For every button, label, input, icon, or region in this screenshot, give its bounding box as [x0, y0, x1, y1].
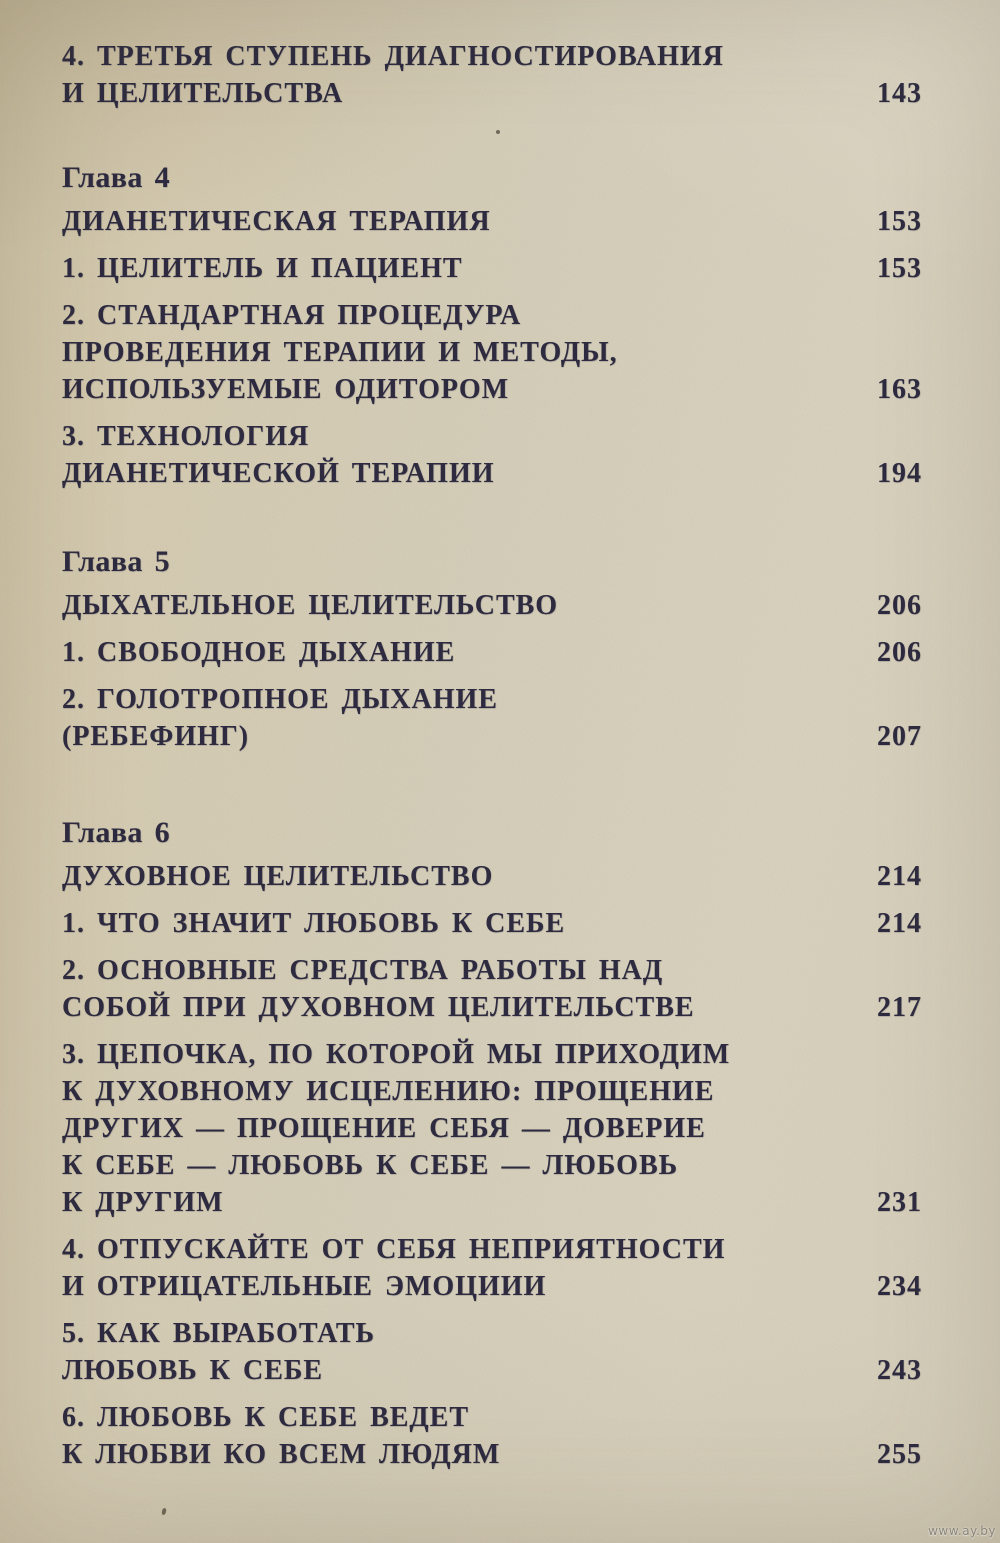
page-number: 206 [877, 637, 922, 668]
toc-line: ДРУГИХ — ПРОЩЕНИЕ СЕБЯ — ДОВЕРИЕ [62, 1113, 706, 1144]
entry-lines [62, 203, 822, 240]
toc-line: 5. КАК ВЫРАБОТАТЬ [62, 1318, 376, 1349]
entry-lines [62, 905, 822, 942]
toc-entry [62, 905, 922, 942]
toc-line: 1. ЦЕЛИТЕЛЬ И ПАЦИЕНТ [62, 253, 463, 284]
toc-line: К ДРУГИМ [62, 1187, 224, 1218]
toc-entry [62, 297, 922, 408]
entry-lines [62, 681, 822, 755]
toc-line: 3. ЦЕПОЧКА, ПО КОТОРОЙ МЫ ПРИХОДИМ [62, 1039, 731, 1070]
page-number: 217 [877, 992, 922, 1023]
toc-entry [62, 1231, 922, 1305]
page-number: 231 [877, 1187, 922, 1218]
toc-line: 4. ТРЕТЬЯ СТУПЕНЬ ДИАГНОСТИРОВАНИЯ [62, 41, 724, 72]
toc-line: Глава 5 [62, 545, 171, 578]
entry-lines [62, 158, 822, 198]
entry-lines [62, 634, 822, 671]
entry-lines [62, 38, 822, 112]
entry-lines [62, 250, 822, 287]
page-number: 206 [877, 590, 922, 621]
toc-line: Глава 4 [62, 161, 171, 194]
toc-entry [62, 952, 922, 1026]
entry-lines [62, 418, 822, 492]
page-number: 234 [877, 1271, 922, 1302]
entry-lines [62, 1399, 822, 1473]
page-number: 194 [877, 458, 922, 489]
toc-line: К ДУХОВНОМУ ИСЦЕЛЕНИЮ: ПРОЩЕНИЕ [62, 1076, 715, 1107]
toc-entry [62, 587, 922, 624]
page-number: 163 [877, 374, 922, 405]
toc-line: 1. ЧТО ЗНАЧИТ ЛЮБОВЬ К СЕБЕ [62, 908, 566, 939]
entry-lines [62, 813, 822, 853]
toc-entry [62, 681, 922, 755]
toc-line: (РЕБЕФИНГ) [62, 721, 250, 752]
toc-line: ДУХОВНОЕ ЦЕЛИТЕЛЬСТВО [62, 861, 494, 892]
toc-line: 2. ОСНОВНЫЕ СРЕДСТВА РАБОТЫ НАД [62, 955, 664, 986]
entry-lines [62, 1315, 822, 1389]
toc-line: ДЫХАТЕЛЬНОЕ ЦЕЛИТЕЛЬСТВО [62, 590, 559, 621]
toc-entry [62, 38, 922, 112]
toc-line: ДИАНЕТИЧЕСКОЙ ТЕРАПИИ [62, 458, 495, 489]
photo-speck [161, 1508, 167, 1516]
chapter-heading [62, 542, 922, 582]
toc-line: 2. ГОЛОТРОПНОЕ ДЫХАНИЕ [62, 684, 498, 715]
chapter-heading [62, 813, 922, 853]
entry-lines [62, 587, 822, 624]
toc-entry [62, 1315, 922, 1389]
toc-line: ДИАНЕТИЧЕСКАЯ ТЕРАПИЯ [62, 206, 491, 237]
entry-lines [62, 542, 822, 582]
toc-line: ПРОВЕДЕНИЯ ТЕРАПИИ И МЕТОДЫ, [62, 337, 618, 368]
toc-line: К СЕБЕ — ЛЮБОВЬ К СЕБЕ — ЛЮБОВЬ [62, 1150, 679, 1181]
toc-entry [62, 418, 922, 492]
entry-lines [62, 1231, 822, 1305]
chapter-heading [62, 158, 922, 198]
toc-entry [62, 634, 922, 671]
toc-line: 3. ТЕХНОЛОГИЯ [62, 421, 310, 452]
toc-line: ЛЮБОВЬ К СЕБЕ [62, 1355, 324, 1386]
page-number: 243 [877, 1355, 922, 1386]
toc-entry [62, 250, 922, 287]
toc-line: 4. ОТПУСКАЙТЕ ОТ СЕБЯ НЕПРИЯТНОСТИ [62, 1234, 726, 1265]
toc-entry [62, 203, 922, 240]
entry-lines [62, 1036, 822, 1221]
page-number: 143 [877, 78, 922, 109]
table-of-contents [62, 38, 922, 1483]
toc-line: Глава 6 [62, 816, 171, 849]
toc-line: СОБОЙ ПРИ ДУХОВНОМ ЦЕЛИТЕЛЬСТВЕ [62, 992, 695, 1023]
toc-line: 6. ЛЮБОВЬ К СЕБЕ ВЕДЕТ [62, 1402, 470, 1433]
toc-line: ИСПОЛЬЗУЕМЫЕ ОДИТОРОМ [62, 374, 510, 405]
toc-line: И ЦЕЛИТЕЛЬСТВА [62, 78, 344, 109]
entry-lines [62, 952, 822, 1026]
toc-entry [62, 1036, 922, 1221]
toc-line: 1. СВОБОДНОЕ ДЫХАНИЕ [62, 637, 456, 668]
toc-entry [62, 858, 922, 895]
toc-entry [62, 1399, 922, 1473]
entry-lines [62, 297, 822, 408]
watermark: www.ay.by [928, 1524, 996, 1538]
page-number: 153 [877, 206, 922, 237]
toc-line: К ЛЮБВИ КО ВСЕМ ЛЮДЯМ [62, 1439, 501, 1470]
toc-line: И ОТРИЦАТЕЛЬНЫЕ ЭМОЦИИИ [62, 1271, 547, 1302]
page-number: 214 [877, 908, 922, 939]
entry-lines [62, 858, 822, 895]
page-number: 255 [877, 1439, 922, 1470]
toc-line: 2. СТАНДАРТНАЯ ПРОЦЕДУРА [62, 300, 522, 331]
page-number: 153 [877, 253, 922, 284]
page-number: 207 [877, 721, 922, 752]
page-number: 214 [877, 861, 922, 892]
